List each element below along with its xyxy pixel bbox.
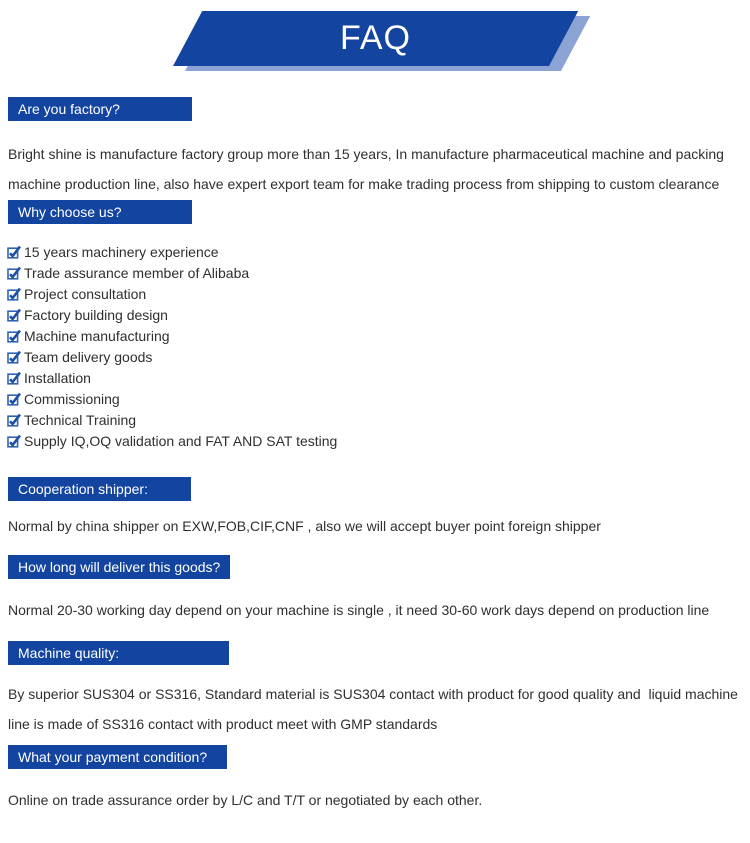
checklist-item [7, 388, 337, 409]
checkbox-check-icon [7, 287, 21, 301]
heading-delivery-time: How long will deliver this goods? [8, 555, 230, 579]
checklist-item [7, 346, 337, 367]
checkbox-check-icon [7, 266, 21, 280]
checklist-item [7, 241, 337, 262]
checklist-item-label: Supply IQ,OQ validation and FAT AND SAT testing [24, 432, 338, 449]
checklist-item [7, 409, 337, 430]
checklist-item [7, 304, 337, 325]
checklist-item-label: Team delivery goods [24, 348, 153, 365]
checklist-item-label: Technical Training [24, 411, 137, 428]
paragraph-are-you-factory [8, 139, 748, 199]
heading-cooperation-shipper: Cooperation shipper: [8, 477, 191, 501]
checklist-item-label: Trade assurance member of Alibaba [24, 264, 250, 281]
checklist-item [7, 430, 337, 451]
paragraph-line: line is made of SS316 contact with product meet with GMP standards [8, 716, 438, 732]
checklist-item [7, 325, 337, 346]
heading-are-you-factory: Are you factory? [8, 97, 192, 121]
checklist-item-label: Factory building design [24, 306, 168, 323]
banner-title: FAQ [339, 19, 412, 57]
paragraph-line: By superior SUS304 or SS316, Standard material is SUS304 contact with product for good quality and liquid machine [8, 686, 738, 702]
why-choose-us-list [7, 241, 337, 451]
paragraph-machine-quality [8, 679, 748, 739]
paragraph-line: machine production line, also have expert export team for make trading process from shipping to custom clearance [8, 176, 720, 192]
paragraph-line: Normal 20-30 working day depend on your machine is single , it need 30-60 work days depend on production line [8, 602, 710, 618]
paragraph-line: Bright shine is manufacture factory group more than 15 years, In manufacture pharmaceutical machine and packing [8, 146, 724, 162]
paragraph-payment-condition [8, 785, 748, 815]
checkbox-check-icon [7, 350, 21, 364]
paragraph-line: Normal by china shipper on EXW,FOB,CIF,CNF , also we will accept buyer point foreign shipper [8, 518, 601, 534]
heading-payment-condition: What your payment condition? [8, 745, 227, 769]
checkbox-check-icon [7, 392, 21, 406]
checklist-item-label: Commissioning [24, 390, 120, 407]
checkbox-check-icon [7, 245, 21, 259]
checkbox-check-icon [7, 308, 21, 322]
checklist-item [7, 262, 337, 283]
checklist-item-label: Machine manufacturing [24, 327, 170, 344]
checklist-item-label: 15 years machinery experience [24, 243, 219, 260]
checkbox-check-icon [7, 371, 21, 385]
checklist-item [7, 367, 337, 388]
checklist-item-label: Project consultation [24, 285, 147, 302]
checkbox-check-icon [7, 329, 21, 343]
checklist-item [7, 283, 337, 304]
checkbox-check-icon [7, 413, 21, 427]
paragraph-cooperation-shipper [8, 511, 748, 541]
heading-why-choose-us: Why choose us? [8, 200, 192, 224]
paragraph-delivery-time [8, 595, 748, 625]
heading-machine-quality: Machine quality: [8, 641, 229, 665]
checkbox-check-icon [7, 434, 21, 448]
checklist-item-label: Installation [24, 369, 91, 386]
faq-banner [173, 11, 549, 66]
paragraph-line: Online on trade assurance order by L/C and T/T or negotiated by each other. [8, 792, 483, 808]
